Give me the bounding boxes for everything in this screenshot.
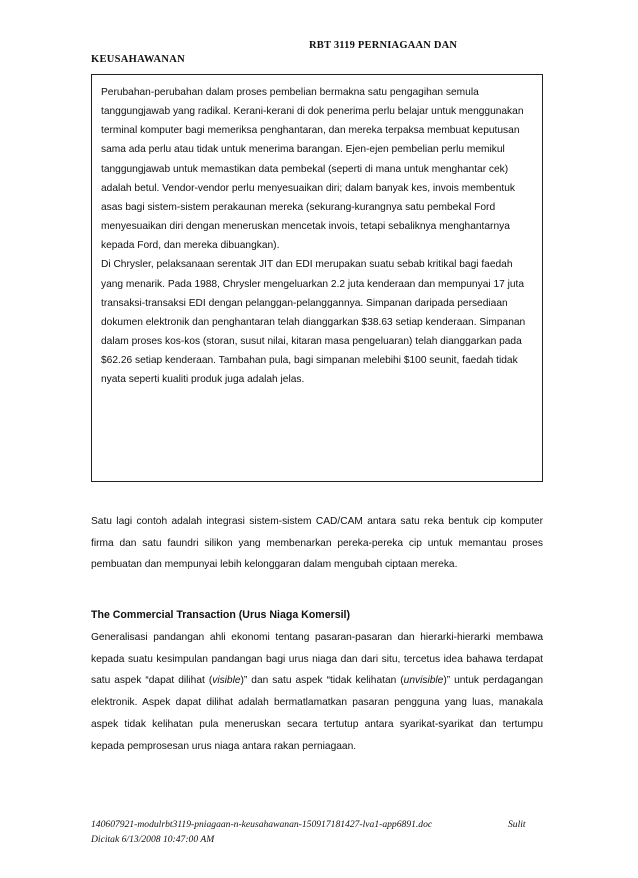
page-footer bbox=[91, 817, 543, 847]
p2-segment-a: Generalisasi pandangan ahli ekonomi tentang pasaran-pasaran dan hierarki-hierarki membawa kepada suatu kesimpulan pandangan bagi urus niaga dan dari situ, tercetus idea bahawa terdapat satu aspek “dapat dilihat ( bbox=[91, 632, 543, 687]
box-content bbox=[101, 83, 535, 390]
bordered-text-box bbox=[91, 74, 543, 482]
body-paragraph-commercial-transaction bbox=[91, 627, 543, 757]
body-paragraph-cad-cam: Satu lagi contoh adalah integrasi sistem-sistem CAD/CAM antara satu reka bentuk cip komputer firma dan satu faundri silikon yang membenarkan pereka-pereka cip untuk memantau proses pembuatan dan mempunyai lebih kelonggaran dalam mengubah ciptaan mereka. bbox=[91, 516, 543, 571]
p2-segment-c: )” untuk perdagangan elektronik. Aspek dapat dilihat adalah bermatlamatkan pasaran pengguna yang luas, manakala aspek tidak kelihatan pula meneruskan secara tertutup antara syarikat-syarikat dan tertumpu kepada pemprosesan urus niaga antara rakan perniagaan. bbox=[91, 675, 544, 752]
footer-printed-date: Dicitak 6/13/2008 10:47:00 AM bbox=[91, 834, 215, 845]
box-paragraph-ford: Perubahan-perubahan dalam proses pembelian bermakna satu pengagihan semula tanggungjawab yang radikal. Kerani-kerani di dok penerima perlu belajar untuk menggunakan terminal komputer bagi memeriksa penghantaran, dan mereka terpaksa membuat keputusan sama ada perlu atau tidak untuk menerima barangan. Ejen-ejen pembelian perlu memikul tanggungjawab untuk memastikan data pembekal (seperti di mana untuk menghantar cek) adalah betul. Vendor-vendor perlu menyesuaikan diri; dalam banyak kes, invois membentuk asas bagi sistem-sistem perakaunan mereka (sekurang-kurangnya satu pembekal Ford menyesuaikan diri dengan meneruskan mencetak invois, tetapi sebaliknya menghantarnya kepada Ford, dan mereka dibuangkan). bbox=[101, 87, 524, 252]
section-heading: The Commercial Transaction (Urus Niaga Komersil) bbox=[91, 609, 351, 621]
header-course-title-continued: KEUSAHAWANAN bbox=[91, 54, 186, 65]
footer-classification: Sulit bbox=[508, 819, 526, 830]
term-unvisible: unvisible bbox=[403, 675, 444, 687]
p2-segment-b: )” dan satu aspek “tidak kelihatan ( bbox=[240, 675, 404, 687]
header-course-title: RBT 3119 PERNIAGAAN DAN bbox=[309, 40, 458, 51]
footer-filename: 140607921-modulrbt3119-pniagaan-n-keusahawanan-150917181427-lva1-app6891.doc bbox=[91, 819, 433, 830]
term-visible: visible bbox=[212, 675, 241, 687]
box-paragraph-chrysler: Di Chrysler, pelaksanaan serentak JIT dan EDI merupakan suatu sebab kritikal bagi faedah yang menarik. Pada 1988, Chrysler mengeluarkan 2.2 juta kenderaan dan mempunyai 17 juta transaksi-transaksi EDI dengan pelanggan-pelanggannya. Simpanan daripada persediaan dokumen elektronik dan penghantaran telah dianggarkan $38.63 setiap kenderaan. Simpanan dalam proses kos-kos (storan, susut nilai, kitaran masa pengeluaran) telah dianggarkan pada $62.26 setiap kenderaan. Tambahan pula, bagi simpanan melebihi $100 seunit, faedah tidak nyata seperti kualiti produk juga adalah jelas. bbox=[101, 259, 526, 386]
